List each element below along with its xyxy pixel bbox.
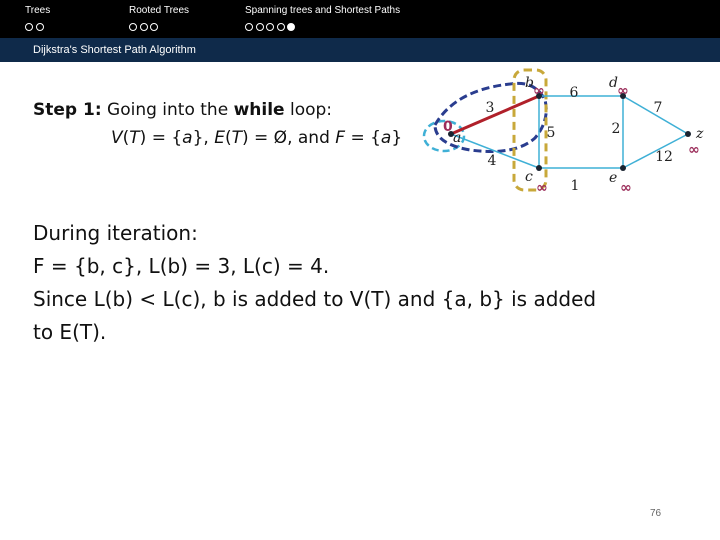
body-text [33, 217, 673, 349]
math-text: = { [345, 128, 381, 148]
edge-weight-a-c: 4 [487, 153, 497, 169]
step-line-2: V(T) = {a}, E(T) = Ø, and F = {a} [111, 128, 403, 148]
node-distance-e: ∞ [620, 180, 632, 196]
node-z [685, 131, 691, 137]
step-block [33, 96, 402, 152]
body-line: F = {b, c}, L(b) = 3, L(c) = 4. [33, 254, 330, 278]
node-label-b: b [525, 75, 534, 91]
node-distance-c: ∞ [536, 180, 548, 196]
nav-dot[interactable] [266, 23, 274, 31]
step-text-pre: Going into the [107, 100, 234, 120]
node-c [536, 165, 542, 171]
edge-weight-b-c: 5 [546, 125, 556, 141]
body-line: to E(T). [33, 320, 107, 344]
nav-dot[interactable] [245, 23, 253, 31]
body-heading: During iteration: [33, 221, 198, 245]
step-line-1 [33, 96, 402, 124]
step-keyword: while [233, 100, 285, 120]
graph-diagram [410, 60, 710, 200]
frame-subtitle: Dijkstra's Shortest Path Algorithm [33, 44, 196, 56]
math-a: a [380, 128, 392, 148]
nav-section-title[interactable]: Trees [25, 5, 51, 16]
edge-weight-a-b: 3 [485, 100, 495, 116]
node-distance-d: ∞ [617, 83, 629, 99]
nav-dots [245, 23, 298, 33]
math-f: F [335, 128, 346, 148]
nav-dot[interactable] [25, 23, 33, 31]
edge-weight-e-z: 12 [655, 149, 673, 165]
node-label-z: z [696, 126, 704, 142]
page-number: 76 [650, 508, 662, 519]
math-text: }, [192, 128, 215, 148]
node-label-c: c [525, 169, 533, 185]
nav-dot[interactable] [256, 23, 264, 31]
node-label-d: d [609, 75, 618, 91]
body-line: Since L(b) < L(c), b is added to V(T) and {a, b} is added [33, 287, 597, 311]
step-label: Step 1: [33, 100, 102, 120]
edge-weight-b-d: 6 [569, 85, 579, 101]
nav-section-title[interactable]: Rooted Trees [129, 5, 190, 16]
step-text-post: loop: [284, 100, 333, 120]
nav-dots [129, 23, 161, 33]
node-distance-a: 0 [443, 119, 453, 135]
edge-a-b [451, 96, 539, 134]
edge-weight-c-e: 1 [570, 178, 580, 194]
navigation-bar [0, 0, 720, 38]
nav-dot[interactable] [150, 23, 158, 31]
node-distance-z: ∞ [688, 142, 700, 158]
node-e [620, 165, 626, 171]
math-t: T [129, 128, 140, 148]
node-distance-b: ∞ [533, 83, 545, 99]
math-t: T [231, 128, 242, 148]
nav-dot[interactable] [277, 23, 285, 31]
math-a: a [182, 128, 193, 148]
nav-dot[interactable] [129, 23, 137, 31]
node-label-a: a [453, 130, 462, 146]
nav-dot[interactable] [140, 23, 148, 31]
nav-dot-current[interactable] [287, 23, 295, 31]
math-text: ) = { [139, 128, 183, 148]
edge-weight-d-e: 2 [611, 121, 621, 137]
math-text: } [391, 128, 403, 148]
nav-dot[interactable] [36, 23, 44, 31]
edge-weight-d-z: 7 [653, 100, 663, 116]
nav-dots [25, 23, 46, 33]
math-e: E [214, 128, 225, 148]
math-text: ) = Ø, and [242, 128, 336, 148]
node-label-e: e [609, 170, 618, 186]
math-v: V [111, 128, 123, 148]
nav-section-title[interactable]: Spanning trees and Shortest Paths [245, 5, 401, 16]
frame-subtitle-bar [0, 38, 720, 62]
